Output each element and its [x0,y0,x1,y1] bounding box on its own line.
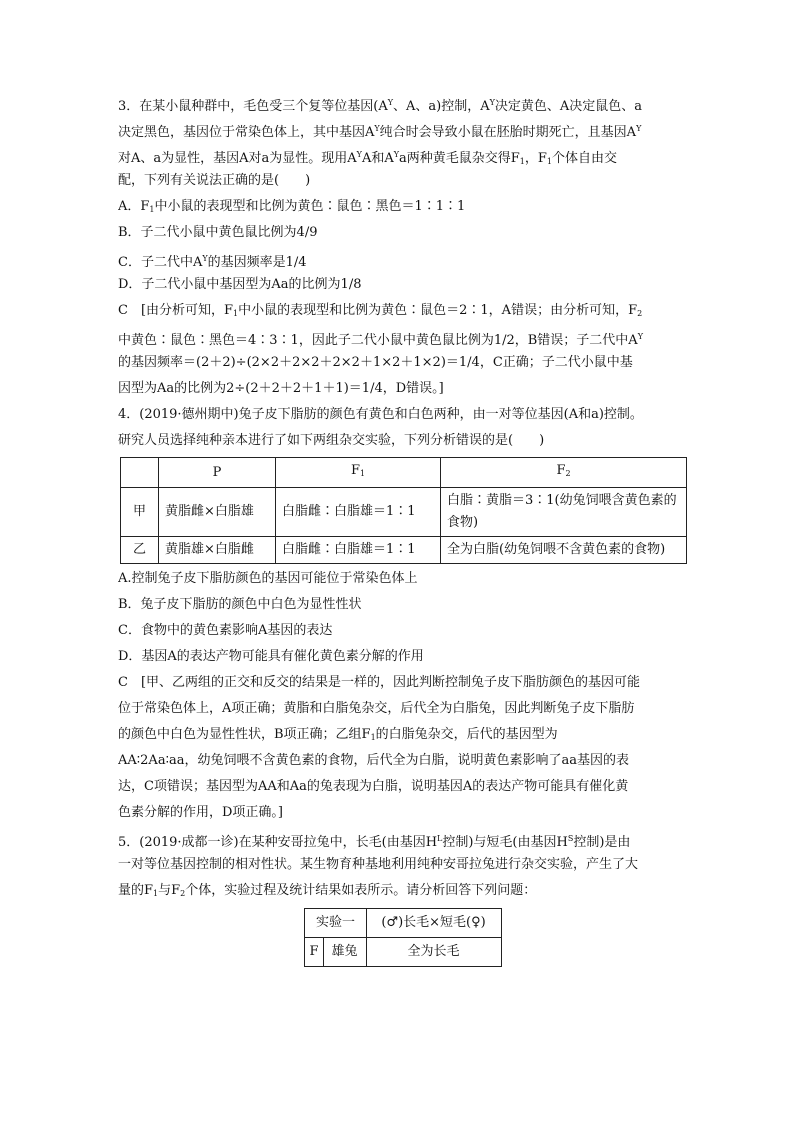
q3-stem-line-2: 决定黑色，基因位于常染色体上，其中基因$A^Y$纯合时会导致小鼠在胚胎时期死亡，且基因$A^Y$ [118,124,642,140]
row-f2: 全为白脂(幼兔饲喂不含黄色素的食物) [441,537,687,564]
table-header-cross: (♂)长毛×短毛(♀) [366,909,501,938]
row-label: 甲 [121,488,159,537]
table-header-blank [121,458,159,488]
q4-option-d: D．基因A的表达产物可能具有催化黄色素分解的作用 [118,649,424,664]
document-page [118,90,688,967]
question-4 [118,402,688,826]
q4-answer-line-6: 色素分解的作用，D项正确。] [118,805,283,820]
q3-option-d: D．子二代小鼠中基因型为Aa的比例为1/8 [118,277,362,292]
q5-stem-line-3: 量的$F_1$与$F_2$个体，实验过程及统计结果如表所示。请分析回答下列问题： [118,883,537,898]
q4-option-b: B．兔子皮下脂肪的颜色中白色为显性性状 [118,597,362,612]
q3-option-b: B．子二代小鼠中黄色鼠比例为4/9 [118,225,318,240]
row-result: 全为长毛 [366,938,501,967]
row-label: 乙 [121,537,159,564]
question-5 [118,826,688,967]
row-generation: F [305,938,323,967]
q4-answer-line-4: AA∶2Aa∶aa，幼兔饲喂不含黄色素的食物，后代全为白脂，说明黄色素影响了aa基因的表 [118,753,629,768]
q3-option-c: C．子二代中$A^Y$的基因频率是1/4 [118,254,307,270]
q3-answer-line-2: 中黄色∶鼠色∶黑色＝4∶3∶1，因此子二代小鼠中黄色鼠比例为1/2，B错误；子二代中$A^Y$ [118,332,643,348]
row-p: 黄脂雄×白脂雌 [159,537,276,564]
q4-answer-line-2: 位于常染色体上，A项正确；黄脂和白脂兔杂交，后代全为白脂兔，因此判断兔子皮下脂肪 [118,701,635,716]
q4-option-a: A.控制兔子皮下脂肪颜色的基因可能位于常染色体上 [118,571,418,586]
q4-stem-line-2: 研究人员选择纯种亲本进行了如下两组杂交实验，下列分析错误的是( ) [118,433,545,448]
table-row [121,537,687,564]
row-p: 黄脂雌×白脂雄 [159,488,276,537]
table-row [305,938,501,967]
q3-answer-line-4: 因型为Aa的比例为2÷(2＋2＋2＋1＋1)＝1/4，D错误。] [118,381,444,396]
table-header-row [121,458,687,488]
q3-stem-line-3: 对A、a为显性，基因A对a为显性。现用$A^YA$和$A^Ya$两种黄毛鼠杂交得$F_1$，$F_1$个体自由交 [118,150,618,166]
q4-answer-line-3: 的颜色中白色为显性性状，B项正确；乙组$F_1$的白脂兔杂交，后代的基因型为 [118,727,558,742]
row-f1: 白脂雌∶白脂雄＝1∶1 [276,537,441,564]
q3-option-a: A．$F_1$中小鼠的表现型和比例为黄色∶鼠色∶黑色＝1∶1∶1 [118,199,466,214]
q3-stem-line-4: 配，下列有关说法正确的是( ) [118,173,311,188]
question-3 [118,90,688,402]
table-row [121,488,687,537]
q5-stem-line-2: 一对等位基因控制的相对性状。某生物育种基地利用纯种安哥拉兔进行杂交实验，产生了大 [118,857,639,872]
table-header-f2: $F_2$ [441,458,687,488]
row-f1: 白脂雌∶白脂雄＝1∶1 [276,488,441,537]
q5-experiment-table [304,908,501,967]
row-f2: 白脂∶黄脂＝3∶1(幼兔饲喂含黄色素的食物) [441,488,687,537]
q4-option-c: C．食物中的黄色素影响A基因的表达 [118,623,333,638]
row-sex: 雄兔 [323,938,366,967]
table-header-row [305,909,501,938]
q4-answer-line-5: 达，C项错误；基因型为AA和Aa的兔表现为白脂，说明基因A的表达产物可能具有催化黄 [118,779,629,794]
q3-answer-line-1: C [由分析可知，$F_1$中小鼠的表现型和比例为黄色∶鼠色＝2∶1，A错误；由分析可知，$F_2$ [118,303,643,318]
q4-cross-table [120,457,687,564]
table-header-experiment: 实验一 [305,909,366,938]
q3-answer-line-3: 的基因频率＝(2＋2)÷(2×2＋2×2＋2×2＋1×2＋1×2)＝1/4，C正确；子二代小鼠中基 [118,355,633,370]
q3-stem-line-1: 3．在某小鼠种群中，毛色受三个复等位基因($A^Y$、A、a)控制，$A^Y$决定黄色、A决定鼠色、a [118,98,643,114]
q5-stem-line-1: 5．(2019·成都一诊)在某种安哥拉兔中，长毛(由基因$H^L$控制)与短毛(由基因$H^S$控制)是由 [118,834,631,850]
q4-stem-line-1: 4．(2019·德州期中)兔子皮下脂肪的颜色有黄色和白色两种，由一对等位基因(A和a)控制。 [118,407,643,422]
table-header-p: P [159,458,276,488]
q4-answer-line-1: C [甲、乙两组的正交和反交的结果是一样的，因此判断控制兔子皮下脂肪颜色的基因可能 [118,675,641,690]
table-header-f1: $F_1$ [276,458,441,488]
